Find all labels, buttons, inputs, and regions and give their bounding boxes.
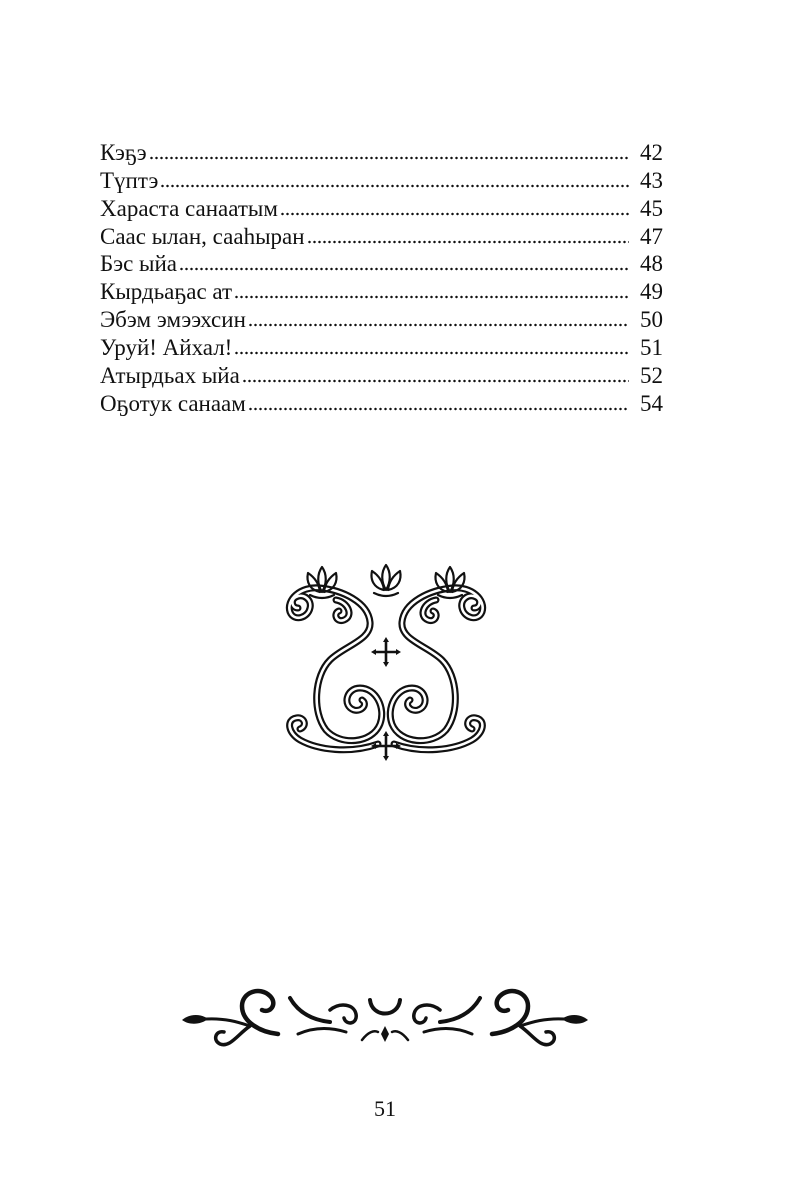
toc-page: 50 xyxy=(640,307,663,333)
page-number: 51 xyxy=(374,1096,396,1121)
toc-leader xyxy=(248,407,629,411)
toc-entry xyxy=(100,389,663,417)
toc-title: Кырдьаҕас ат xyxy=(100,279,233,305)
toc-title: Кэҕэ xyxy=(100,139,147,165)
toc-leader xyxy=(248,323,629,327)
toc-leader xyxy=(242,379,629,383)
toc-leader xyxy=(179,267,629,271)
toc-page: 47 xyxy=(640,223,663,249)
toc-leader xyxy=(280,212,629,216)
toc-leader xyxy=(307,240,629,244)
toc-entry xyxy=(100,138,663,166)
toc-entry xyxy=(100,277,663,305)
toc-page: 52 xyxy=(640,363,663,389)
toc-title: Саас ылан, сааһыран xyxy=(100,223,305,249)
toc-title: Түптэ xyxy=(100,167,159,193)
toc-entry xyxy=(100,361,663,389)
toc-title: Уруй! Айхал! xyxy=(100,335,233,361)
toc-title: Бэс ыйа xyxy=(100,251,178,277)
toc-leader xyxy=(149,156,629,160)
toc-list xyxy=(100,138,663,417)
toc-entry xyxy=(100,166,663,194)
toc-entry xyxy=(100,222,663,250)
toc-entry xyxy=(100,194,663,222)
toc-title: Атырдьах ыйа xyxy=(100,363,240,389)
toc-title: Оҕотук санаам xyxy=(100,390,246,416)
toc-page: 54 xyxy=(640,390,663,416)
toc-entry xyxy=(100,305,663,333)
toc-title: Хараста санаатым xyxy=(100,195,278,221)
toc-page: 51 xyxy=(640,335,663,361)
toc-entry xyxy=(100,250,663,278)
toc-page: 49 xyxy=(640,279,663,305)
toc-title: Эбэм эмээхсин xyxy=(100,307,246,333)
toc-page: 48 xyxy=(640,251,663,277)
floral-ornament-icon xyxy=(278,562,494,762)
toc-entry xyxy=(100,333,663,361)
flourish-ornament-icon xyxy=(180,982,590,1058)
toc-leader xyxy=(234,295,629,299)
toc-page: 43 xyxy=(640,167,663,193)
toc-page: 42 xyxy=(640,139,663,165)
toc-leader xyxy=(234,351,629,355)
toc-page: 45 xyxy=(640,195,663,221)
toc-leader xyxy=(160,184,629,188)
